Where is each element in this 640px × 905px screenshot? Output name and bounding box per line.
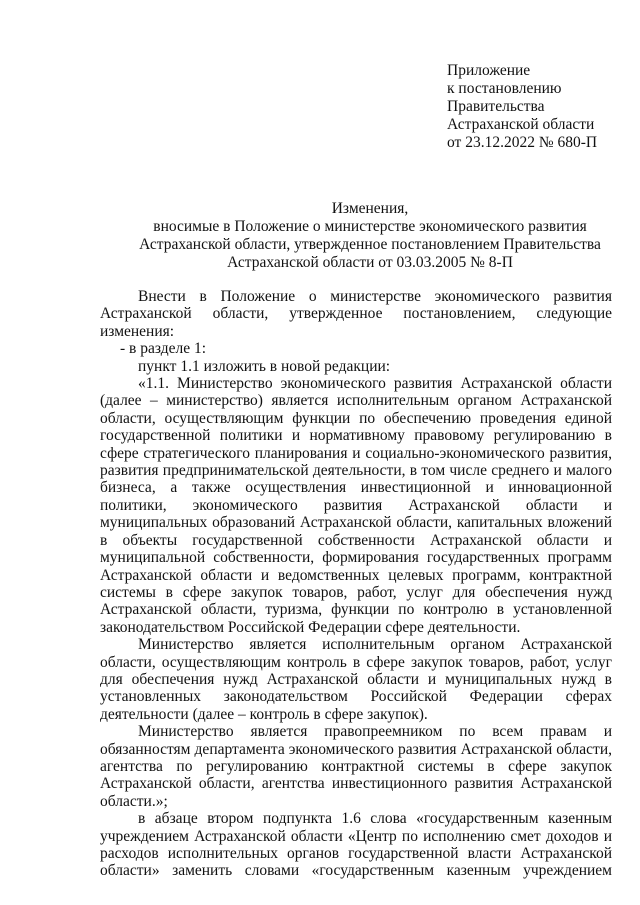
title-line: Астраханской области, утвержденное постановлением Правительства [139, 236, 601, 253]
appendix-line: от 23.12.2022 № 680-П [447, 134, 598, 151]
appendix-line: Астраханской области [447, 116, 595, 133]
document-title [60, 200, 640, 272]
title-line: Астраханской области от 03.03.2005 № 8-П [227, 254, 513, 271]
title-line: Изменения, [331, 200, 409, 217]
appendix-line: Приложение [447, 62, 531, 79]
intro-paragraph: Внести в Положение о министерстве экономического развития Астраханской области, утвержденное постановлением, следующие изменения: [100, 288, 612, 340]
paragraph-successor: Министерство является правопреемником по всем правам и обязанностям департамента экономического развития Астраханской области, агентства по регулированию контрактной системы в сфере закупок Астраханской области, агентства инвестиционного развития Астраханской области.»; [100, 723, 612, 810]
document-body [100, 288, 612, 880]
title-line: вносимые в Положение о министерстве экономического развития [153, 218, 587, 235]
paragraph-amendment-1-6: в абзаце втором подпункта 1.6 слова «государственным казенным учреждением Астраханской области «Центр по исполнению смет доходов и расходов исполнительных органов государственной власти Астраханской области» заменить словами «государственным казенным учреждением [100, 810, 612, 880]
section-line: - в разделе 1: [120, 340, 207, 358]
item-line: пункт 1.1 изложить в новой редакции: [138, 357, 391, 375]
appendix-block [447, 62, 597, 152]
appendix-line: Правительства [447, 98, 545, 115]
paragraph-control: Министерство является исполнительным органом Астраханской области, осуществляющим контроль в сфере закупок товаров, работ, услуг для обеспечения нужд Астраханской области и муниципальных нужд в установленных законодательством Российской Федерации сферах деятельности (далее – контроль в сфере закупок). [100, 636, 612, 723]
paragraph-1-1: «1.1. Министерство экономического развития Астраханской области (далее – министерство) является исполнительным органом Астраханской области, осуществляющим функции по обеспечению проведения единой государственной политики и нормативному правовому регулированию в сфере стратегического планирования и социально-экономического развития, развития предпринимательской деятельности, в том числе среднего и малого бизнеса, а также осуществления инвестиционной и инновационной политики, экономического развития Астраханской области и муниципальных образований Астраханской области, капитальных вложений в объекты государственной собственности Астраханской области и муниципальной собственности, формирования государственных программ Астраханской области и ведомственных целевых программ, контрактной системы в сфере закупок товаров, работ, услуг для обеспечения нужд Астраханской области, туризма, функции по контролю в установленной законодательством Российской Федерации сфере деятельности. [100, 375, 612, 636]
appendix-line: к постановлению [447, 80, 562, 97]
